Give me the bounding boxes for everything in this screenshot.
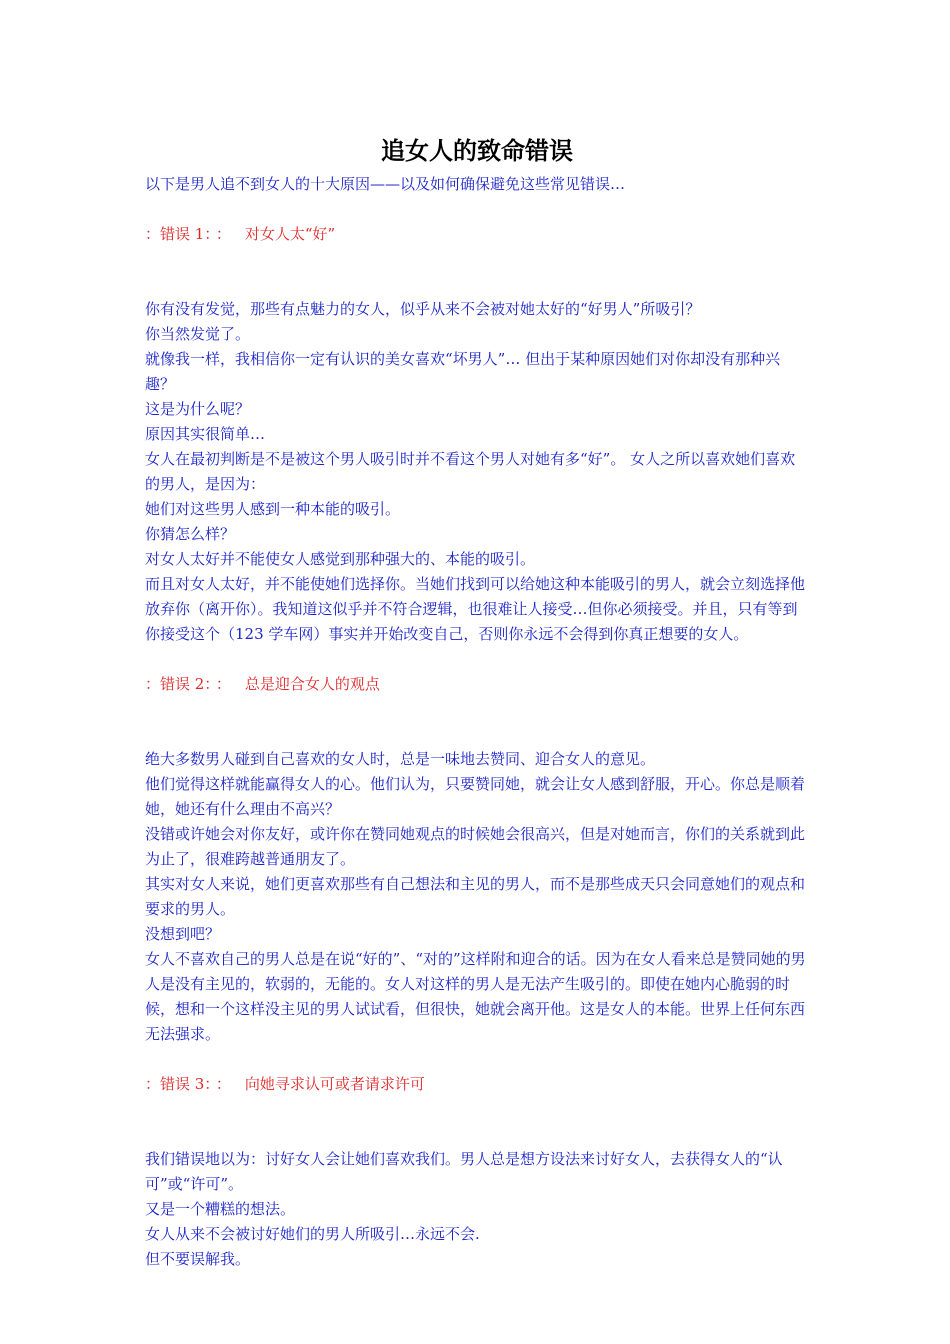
section-heading-1 — [145, 222, 809, 247]
section-heading-3 — [145, 1072, 809, 1097]
paragraph: 其实对女人来说，她们更喜欢那些有自己想法和主见的男人，而不是那些成天只会同意她们的观点和要求的男人。 — [145, 875, 806, 918]
section-heading-separator: ： — [215, 675, 231, 693]
paragraph: 你当然发觉了。 — [145, 325, 251, 343]
spacer — [145, 197, 809, 222]
spacer — [145, 272, 809, 297]
spacer — [145, 647, 809, 672]
intro-paragraph: 以下是男人追不到女人的十大原因——以及如何确保避免这些常见错误… — [145, 175, 626, 193]
paragraph: 这是为什么呢？ — [145, 400, 251, 418]
paragraph: 你有没有发觉，那些有点魅力的女人，似乎从来不会被对她太好的“好男人”所吸引？ — [145, 300, 701, 318]
paragraph: 绝大多数男人碰到自己喜欢的女人时，总是一味地去赞同、迎合女人的意见。 — [145, 750, 656, 768]
spacer — [145, 1122, 809, 1147]
paragraph: 对女人太好并不能使女人感觉到那种强大的、本能的吸引。 — [145, 550, 536, 568]
paragraph: 没错或许她会对你友好，或许你在赞同她观点的时候她会很高兴，但是对她而言，你们的关系就到此为止了，很难跨越普通朋友了。 — [145, 825, 806, 868]
paragraph: 就像我一样，我相信你一定有认识的美女喜欢“坏男人”… 但出于某种原因她们对你却没有那种兴趣？ — [145, 350, 781, 393]
section-heading-text: 向她寻求认可或者请求许可 — [244, 1075, 425, 1093]
paragraph: 我们错误地以为：讨好女人会让她们喜欢我们。男人总是想方设法来讨好女人，去获得女人的“认可”或“许可”。 — [145, 1150, 783, 1193]
spacer — [145, 1097, 809, 1122]
spacer — [145, 722, 809, 747]
paragraph: 女人在最初判断是不是被这个男人吸引时并不看这个男人对她有多“好”。 女人之所以喜欢她们喜欢的男人，是因为： — [145, 450, 796, 493]
section-heading-2 — [145, 672, 809, 697]
section-heading-separator: ： — [215, 1075, 231, 1093]
paragraph: 原因其实很简单… — [145, 425, 266, 443]
section-heading-number: ：错误 1： — [145, 225, 212, 243]
paragraph: 又是一个糟糕的想法。 — [145, 1200, 296, 1218]
paragraph: 没想到吧？ — [145, 925, 221, 943]
spacer — [145, 697, 809, 722]
section-heading-text: 对女人太“好” — [244, 225, 336, 243]
paragraph: 他们觉得这样就能赢得女人的心。他们认为，只要赞同她，就会让女人感到舒服，开心。你总是顺着她，她还有什么理由不高兴？ — [145, 775, 806, 818]
paragraph: 而且对女人太好，并不能使她们选择你。当她们找到可以给她这种本能吸引的男人，就会立刻选择他放弃你（离开你）。我知道这似乎并不符合逻辑，也很难让人接受…但你必须接受。并且，只有等到你接受这个（123 学车网）事实并开始改变自己，否则你永远不会得到你真正想要的女人。 — [145, 575, 806, 643]
section-heading-separator: ： — [215, 225, 231, 243]
spacer — [145, 1047, 809, 1072]
paragraph: 但不要误解我。 — [145, 1250, 251, 1268]
section-heading-number: ：错误 3： — [145, 1075, 212, 1093]
paragraph: 她们对这些男人感到一种本能的吸引。 — [145, 500, 401, 518]
paragraph: 女人从来不会被讨好她们的男人所吸引…永远不会. — [145, 1225, 480, 1243]
section-heading-number: ：错误 2： — [145, 675, 212, 693]
document-title: 追女人的致命错误 — [381, 136, 573, 165]
paragraph: 女人不喜欢自己的男人总是在说“好的”、“对的”这样附和迎合的话。因为在女人看来总是赞同她的男人是没有主见的，软弱的，无能的。女人对这样的男人是无法产生吸引的。即使在她内心脆弱的时候，想和一个这样没主见的男人试试看，但很快，她就会离开他。这是女人的本能。世界上任何东西无法强求。 — [145, 950, 806, 1043]
document-body — [145, 134, 809, 1272]
section-heading-text: 总是迎合女人的观点 — [244, 675, 380, 693]
spacer — [145, 247, 809, 272]
paragraph: 你猜怎么样？ — [145, 525, 236, 543]
